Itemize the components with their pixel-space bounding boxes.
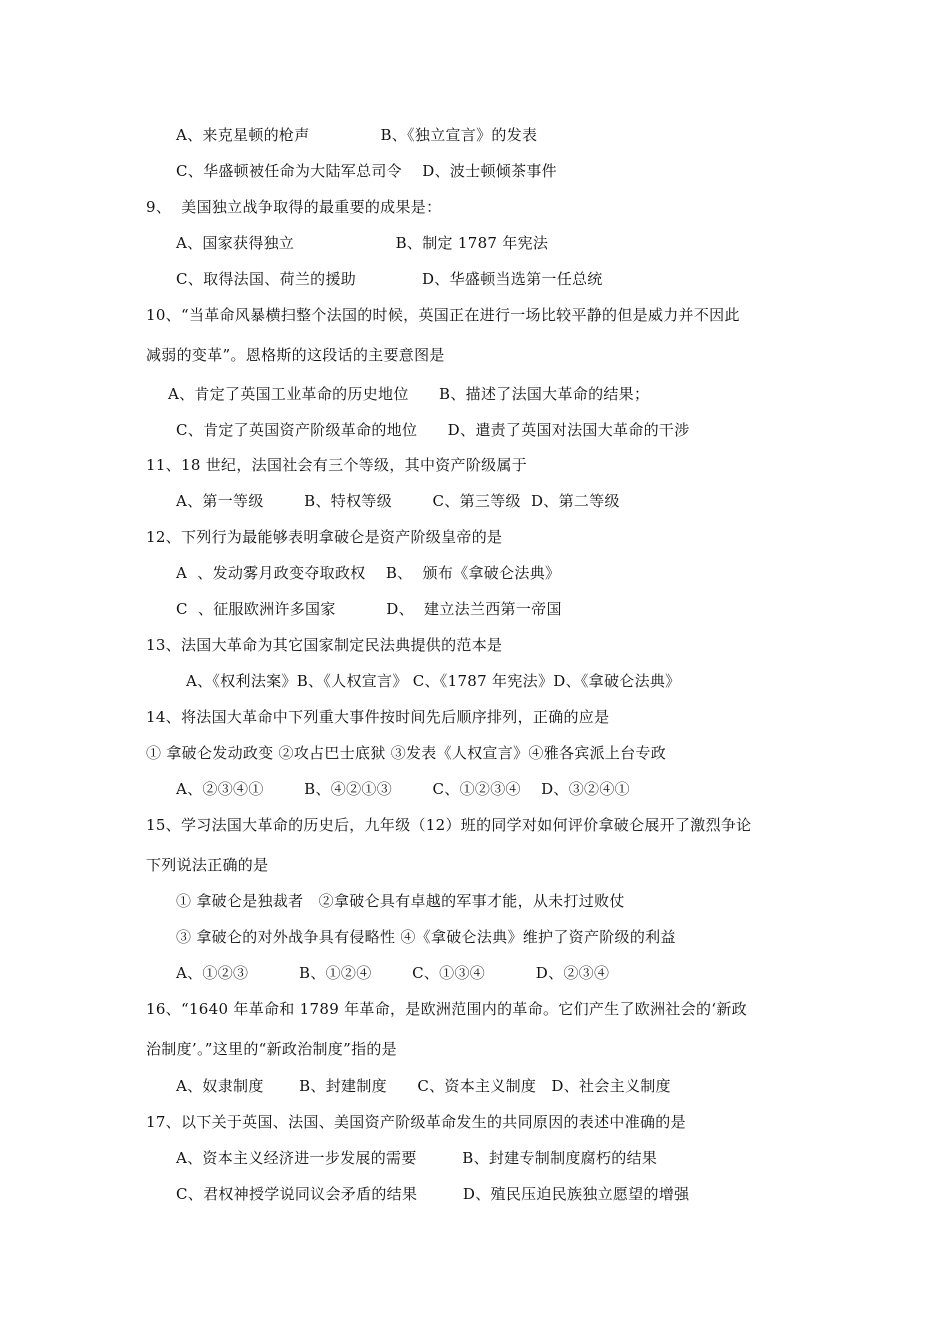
q17-stem: 17、以下关于英国、法国、美国资产阶级革命发生的共同原因的表述中准确的是: [146, 1113, 686, 1131]
q17-options-ab: A、资本主义经济进一步发展的需要 B、封建专制制度腐朽的结果: [176, 1149, 658, 1167]
q12-options-cd: C 、征服欧洲许多国家 D、 建立法兰西第一帝国: [176, 600, 562, 618]
q14-options: A、②③④① B、④②①③ C、①②③④ D、③②④①: [176, 780, 630, 798]
q15-statements-34: ③ 拿破仑的对外战争具有侵略性 ④《拿破仑法典》维护了资产阶级的利益: [176, 928, 676, 946]
q10-stem-line2: 减弱的变革”。恩格斯的这段话的主要意图是: [146, 346, 445, 364]
q9-options-cd: C、取得法国、荷兰的援助 D、华盛顿当选第一任总统: [176, 270, 603, 288]
q16-stem-line2: 治制度’。”这里的“新政治制度”指的是: [146, 1040, 397, 1058]
q15-stem-line2: 下列说法正确的是: [146, 856, 269, 874]
q11-stem: 11、18 世纪，法国社会有三个等级，其中资产阶级属于: [146, 456, 528, 474]
q9-options-ab: A、国家获得独立 B、制定 1787 年宪法: [176, 234, 549, 252]
q10-options-cd: C、肯定了英国资产阶级革命的地位 D、遣责了英国对法国大革命的干涉: [176, 421, 690, 439]
q16-stem-line1: 16、“1640 年革命和 1789 年革命，是欧洲范围内的革命。它们产生了欧洲社会的‘新政: [146, 1000, 747, 1018]
q11-options: A、第一等级 B、特权等级 C、第三等级 D、第二等级: [176, 492, 620, 510]
q12-options-ab: A 、发动雾月政变夺取政权 B、 颁布《拿破仑法典》: [176, 564, 561, 582]
q14-stem: 14、将法国大革命中下列重大事件按时间先后顺序排列，正确的应是: [146, 708, 610, 726]
q10-options-ab: A、肯定了英国工业革命的历史地位 B、描述了法国大革命的结果；: [168, 385, 650, 403]
q16-options: A、奴隶制度 B、封建制度 C、资本主义制度 D、社会主义制度: [176, 1077, 671, 1095]
q15-statements-12: ① 拿破仑是独裁者 ②拿破仑具有卓越的军事才能，从未打过败仗: [176, 892, 625, 910]
q14-events: ① 拿破仑发动政变 ②攻占巴士底狱 ③发表《人权宣言》④雅各宾派上台专政: [146, 744, 667, 762]
q8-options-ab: A、来克星顿的枪声 B、《独立宣言》的发表: [176, 126, 538, 144]
q13-options: A、《权利法案》B、《人权宣言》 C、《1787 年宪法》D、《拿破仑法典》: [186, 672, 681, 690]
q9-stem: 9、 美国独立战争取得的最重要的成果是：: [146, 198, 442, 216]
q15-options: A、①②③ B、①②④ C、①③④ D、②③④: [176, 964, 610, 982]
q8-options-cd: C、华盛顿被任命为大陆军总司令 D、波士顿倾茶事件: [176, 162, 557, 180]
q12-stem: 12、下列行为最能够表明拿破仑是资产阶级皇帝的是: [146, 528, 503, 546]
q10-stem-line1: 10、“当革命风暴横扫整个法国的时候，英国正在进行一场比较平静的但是威力并不因此: [146, 306, 740, 324]
q17-options-cd: C、君权神授学说同议会矛盾的结果 D、殖民压迫民族独立愿望的增强: [176, 1185, 690, 1203]
q13-stem: 13、法国大革命为其它国家制定民法典提供的范本是: [146, 636, 503, 654]
q15-stem-line1: 15、学习法国大革命的历史后，九年级（12）班的同学对如何评价拿破仑展开了激烈争论: [146, 816, 752, 834]
